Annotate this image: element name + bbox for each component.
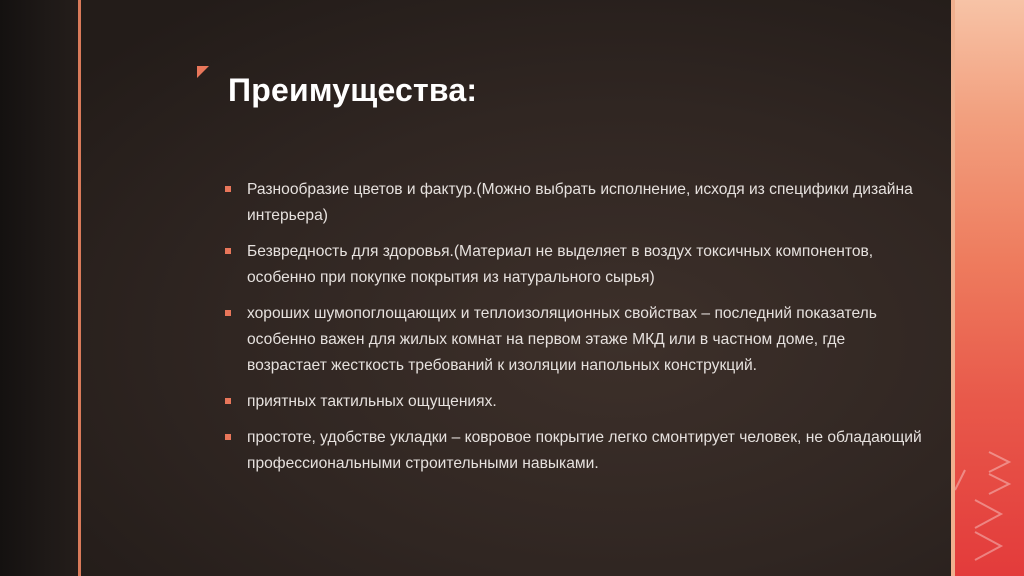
right-gradient-panel [955,0,1024,576]
left-accent-line [78,0,81,576]
bullet-text: простоте, удобстве укладки – ковровое покрытие легко смонтирует человек, не обладающий профессиональными строительными навыками. [247,429,922,472]
orange-square-bullet-icon [225,310,231,316]
orange-triangle-icon [197,66,209,78]
slide-title: Преимущества: [228,72,478,108]
chevron-icon [989,452,1009,472]
chevron-pattern-icon [955,0,1024,576]
bullet-item [225,301,925,379]
chevron-icon [975,532,1001,560]
bullet-item [225,177,925,229]
chevron-stroke-icon [955,470,965,490]
bullet-text: приятных тактильных ощущениях. [247,393,497,410]
orange-square-bullet-icon [225,248,231,254]
bullet-item [225,389,925,415]
bullet-text: хороших шумопоглощающих и теплоизоляционных свойствах – последний показатель особенно важен для жилых комнат на первом этаже МКД или в частном доме, где возрастает жесткость требований к изоляции напольных конструкций. [247,305,877,374]
bullet-list [225,177,925,487]
orange-square-bullet-icon [225,186,231,192]
bullet-item [225,425,925,477]
bullet-text: Разнообразие цветов и фактур.(Можно выбрать исполнение, исходя из специфики дизайна интерьера) [247,181,913,224]
chevron-icon [975,500,1001,528]
chevron-icon [989,474,1009,494]
orange-square-bullet-icon [225,434,231,440]
left-dark-band [0,0,78,576]
orange-square-bullet-icon [225,398,231,404]
bullet-text: Безвредность для здоровья.(Материал не выделяет в воздух токсичных компонентов, особенно при покупке покрытия из натурального сырья) [247,243,874,286]
bullet-item [225,239,925,291]
